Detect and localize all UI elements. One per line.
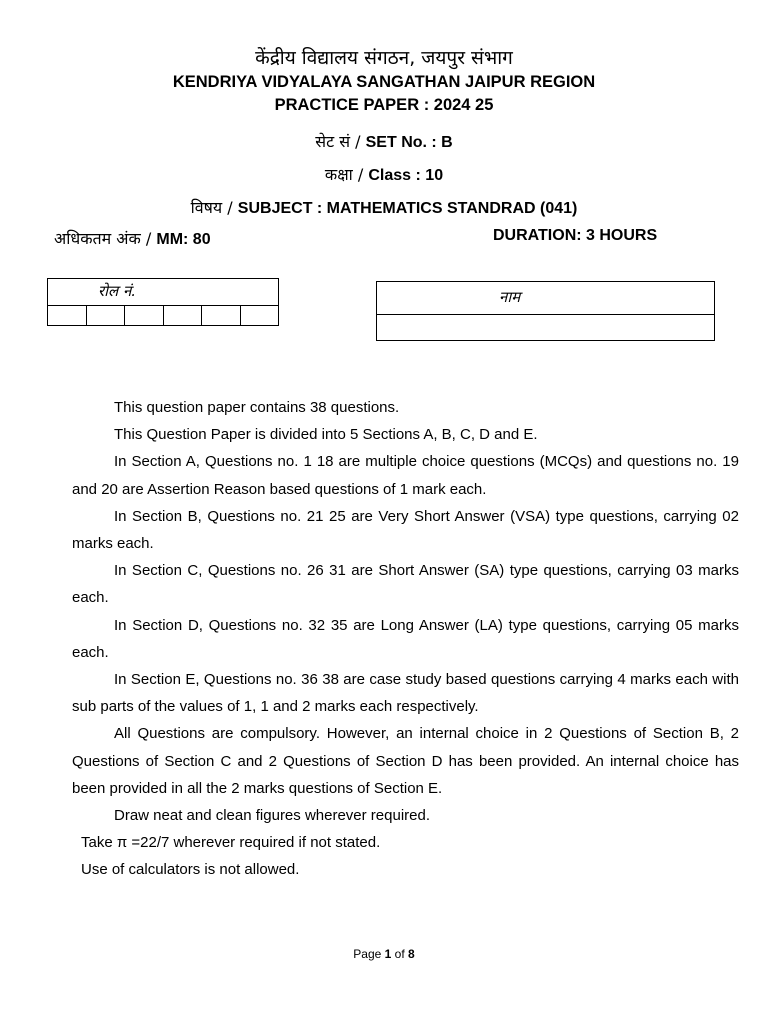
- roll-number-cell[interactable]: [125, 306, 164, 326]
- subject-label-hindi: विषय /: [190, 198, 238, 217]
- name-label-row: [377, 282, 714, 315]
- instruction-item: Use of calculators is not allowed.: [81, 861, 300, 879]
- roll-number-cell[interactable]: [241, 306, 279, 326]
- instruction-item: All Questions are compulsory. However, an internal choice in 2 Questions of Section B, 2 Questions of Section C and 2 Questions of Section D has been provided. An internal choice has been provided in all the 2 marks questions of Section E.: [72, 725, 739, 797]
- instructions: [72, 394, 739, 884]
- class-line: [0, 163, 768, 185]
- roll-number-cells: [48, 306, 278, 326]
- set-label-english: SET No. : B: [365, 134, 453, 151]
- duration: DURATION: 3 HOURS: [493, 227, 658, 244]
- max-marks: [54, 227, 211, 249]
- class-label-english: Class : 10: [368, 167, 444, 184]
- instruction-item: Draw neat and clean figures wherever required.: [114, 807, 431, 825]
- english-title: KENDRIYA VIDYALAYA SANGATHAN JAIPUR REGION: [172, 73, 596, 91]
- roll-number-cell[interactable]: [87, 306, 126, 326]
- instruction-item: This question paper contains 38 questions.: [114, 399, 400, 416]
- subject-line: [0, 196, 768, 218]
- instruction-item: In Section E, Questions no. 36 38 are case study based questions carrying 4 marks each with sub parts of the values of 1, 1 and 2 marks each respectively.: [72, 671, 739, 716]
- class-label-hindi: कक्षा /: [324, 165, 369, 184]
- name-box: [376, 281, 715, 341]
- roll-number-cell[interactable]: [164, 306, 203, 326]
- paper-title: PRACTICE PAPER : 2024 25: [274, 96, 494, 114]
- set-number: [0, 130, 768, 152]
- instruction-item: In Section C, Questions no. 26 31 are Short Answer (SA) type questions, carrying 03 marks each.: [72, 562, 739, 607]
- roll-number-label: रोल नं.: [98, 282, 137, 300]
- roll-label-row: [48, 279, 278, 306]
- instruction-item: In Section D, Questions no. 32 35 are Long Answer (LA) type questions, carrying 05 marks each.: [72, 616, 739, 661]
- name-field[interactable]: [377, 315, 714, 341]
- set-label-hindi: सेट सं /: [315, 132, 366, 151]
- subject-label-english: SUBJECT : MATHEMATICS STANDRAD (041): [237, 200, 578, 217]
- roll-number-cell[interactable]: [202, 306, 241, 326]
- instruction-item: Take π =22/7 wherever required if not stated.: [81, 834, 381, 852]
- page-word: Page: [353, 947, 385, 961]
- mm-label-english: MM: 80: [156, 231, 211, 248]
- page-footer: [0, 947, 768, 961]
- name-label: नाम: [499, 288, 521, 306]
- of-word: of: [391, 947, 409, 961]
- instruction-item: In Section B, Questions no. 21 25 are Very Short Answer (VSA) type questions, carrying 02 marks each.: [72, 507, 739, 553]
- hindi-title: केंद्रीय विद्यालय संगठन, जयपुर संभाग: [255, 47, 513, 69]
- instruction-item: This Question Paper is divided into 5 Sections A, B, C, D and E.: [114, 426, 538, 444]
- total-pages: 8: [408, 947, 415, 961]
- mm-label-hindi: अधिकतम अंक /: [54, 229, 157, 248]
- instruction-item: In Section A, Questions no. 1 18 are multiple choice questions (MCQs) and questions no. 19 and 20 are Assertion Reason based questions of 1 mark each.: [72, 453, 739, 498]
- roll-number-box: [47, 278, 279, 326]
- roll-number-cell[interactable]: [48, 306, 87, 326]
- current-page: 1: [384, 947, 392, 961]
